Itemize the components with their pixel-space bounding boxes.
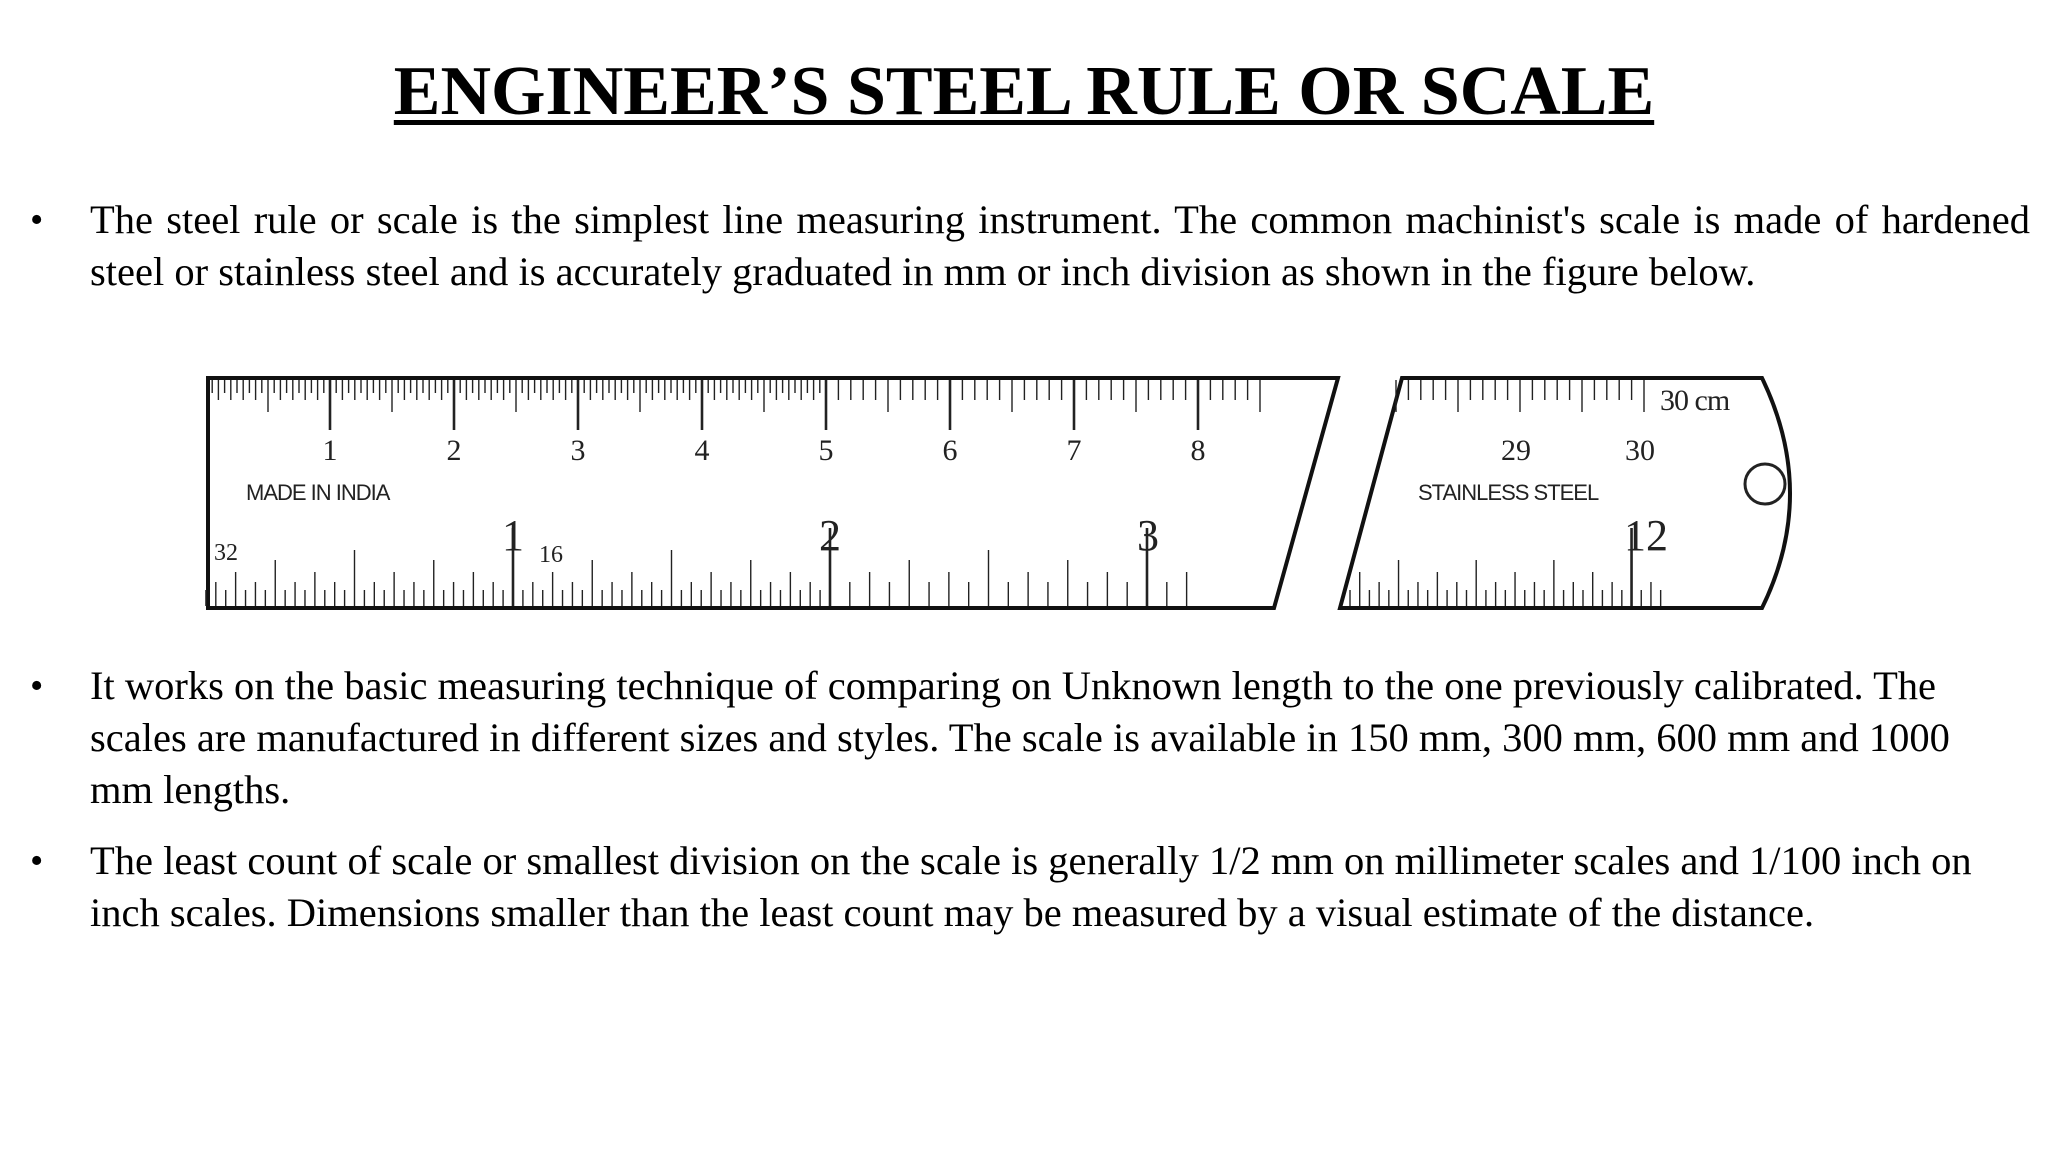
inch-division-16: 16 — [539, 542, 563, 568]
cm-label-6: 6 — [942, 434, 958, 467]
page-title-text: ENGINEER’S STEEL RULE OR SCALE — [393, 53, 1655, 130]
steel-rule-figure — [200, 366, 1850, 616]
bullet-dot-2: • — [30, 665, 44, 707]
cm-label-2: 2 — [446, 434, 462, 467]
cm-label-8: 8 — [1190, 434, 1206, 467]
right-length-label: 30 cm — [1660, 384, 1730, 417]
cm-label-29: 29 — [1501, 434, 1531, 467]
cm-label-30: 30 — [1625, 434, 1655, 467]
inch-label-2: 2 — [819, 511, 841, 560]
left-brand-label: MADE IN INDIA — [246, 480, 390, 505]
cm-label-1: 1 — [322, 434, 338, 467]
inch-label-3: 3 — [1137, 511, 1159, 560]
bullet-dot-3: • — [30, 840, 44, 882]
inch-label-1: 1 — [502, 511, 524, 560]
bullet-dot-1: • — [30, 199, 44, 241]
cm-label-5: 5 — [818, 434, 834, 467]
steel-rule-drawing — [200, 366, 1850, 616]
hanging-hole — [1745, 464, 1785, 504]
inch-label-12: 12 — [1624, 511, 1668, 560]
bullet-text-1: The steel rule or scale is the simplest line measuring instrument. The common machinist's scale is made of hardened steel or stainless steel and is accurately graduated in mm or inch division as shown in the figure below. — [90, 197, 2030, 294]
inch-division-32: 32 — [214, 540, 238, 566]
cm-label-7: 7 — [1066, 434, 1082, 467]
bullet-text-3: The least count of scale or smallest division on the scale is generally 1/2 mm on millimeter scales and 1/100 inch on inch scales. Dimensions smaller than the least count may be measured by a visual estimate of the distance. — [90, 838, 1972, 935]
bullet-text-2: It works on the basic measuring technique of comparing on Unknown length to the one previously calibrated. The scales are manufactured in different sizes and styles. The scale is available in 150 mm, 300 mm, 600 mm and 1000 mm lengths. — [90, 663, 1950, 812]
page-title — [0, 52, 2048, 132]
cm-label-3: 3 — [570, 434, 586, 467]
right-brand-label: STAINLESS STEEL — [1418, 480, 1599, 505]
cm-label-4: 4 — [694, 434, 710, 467]
